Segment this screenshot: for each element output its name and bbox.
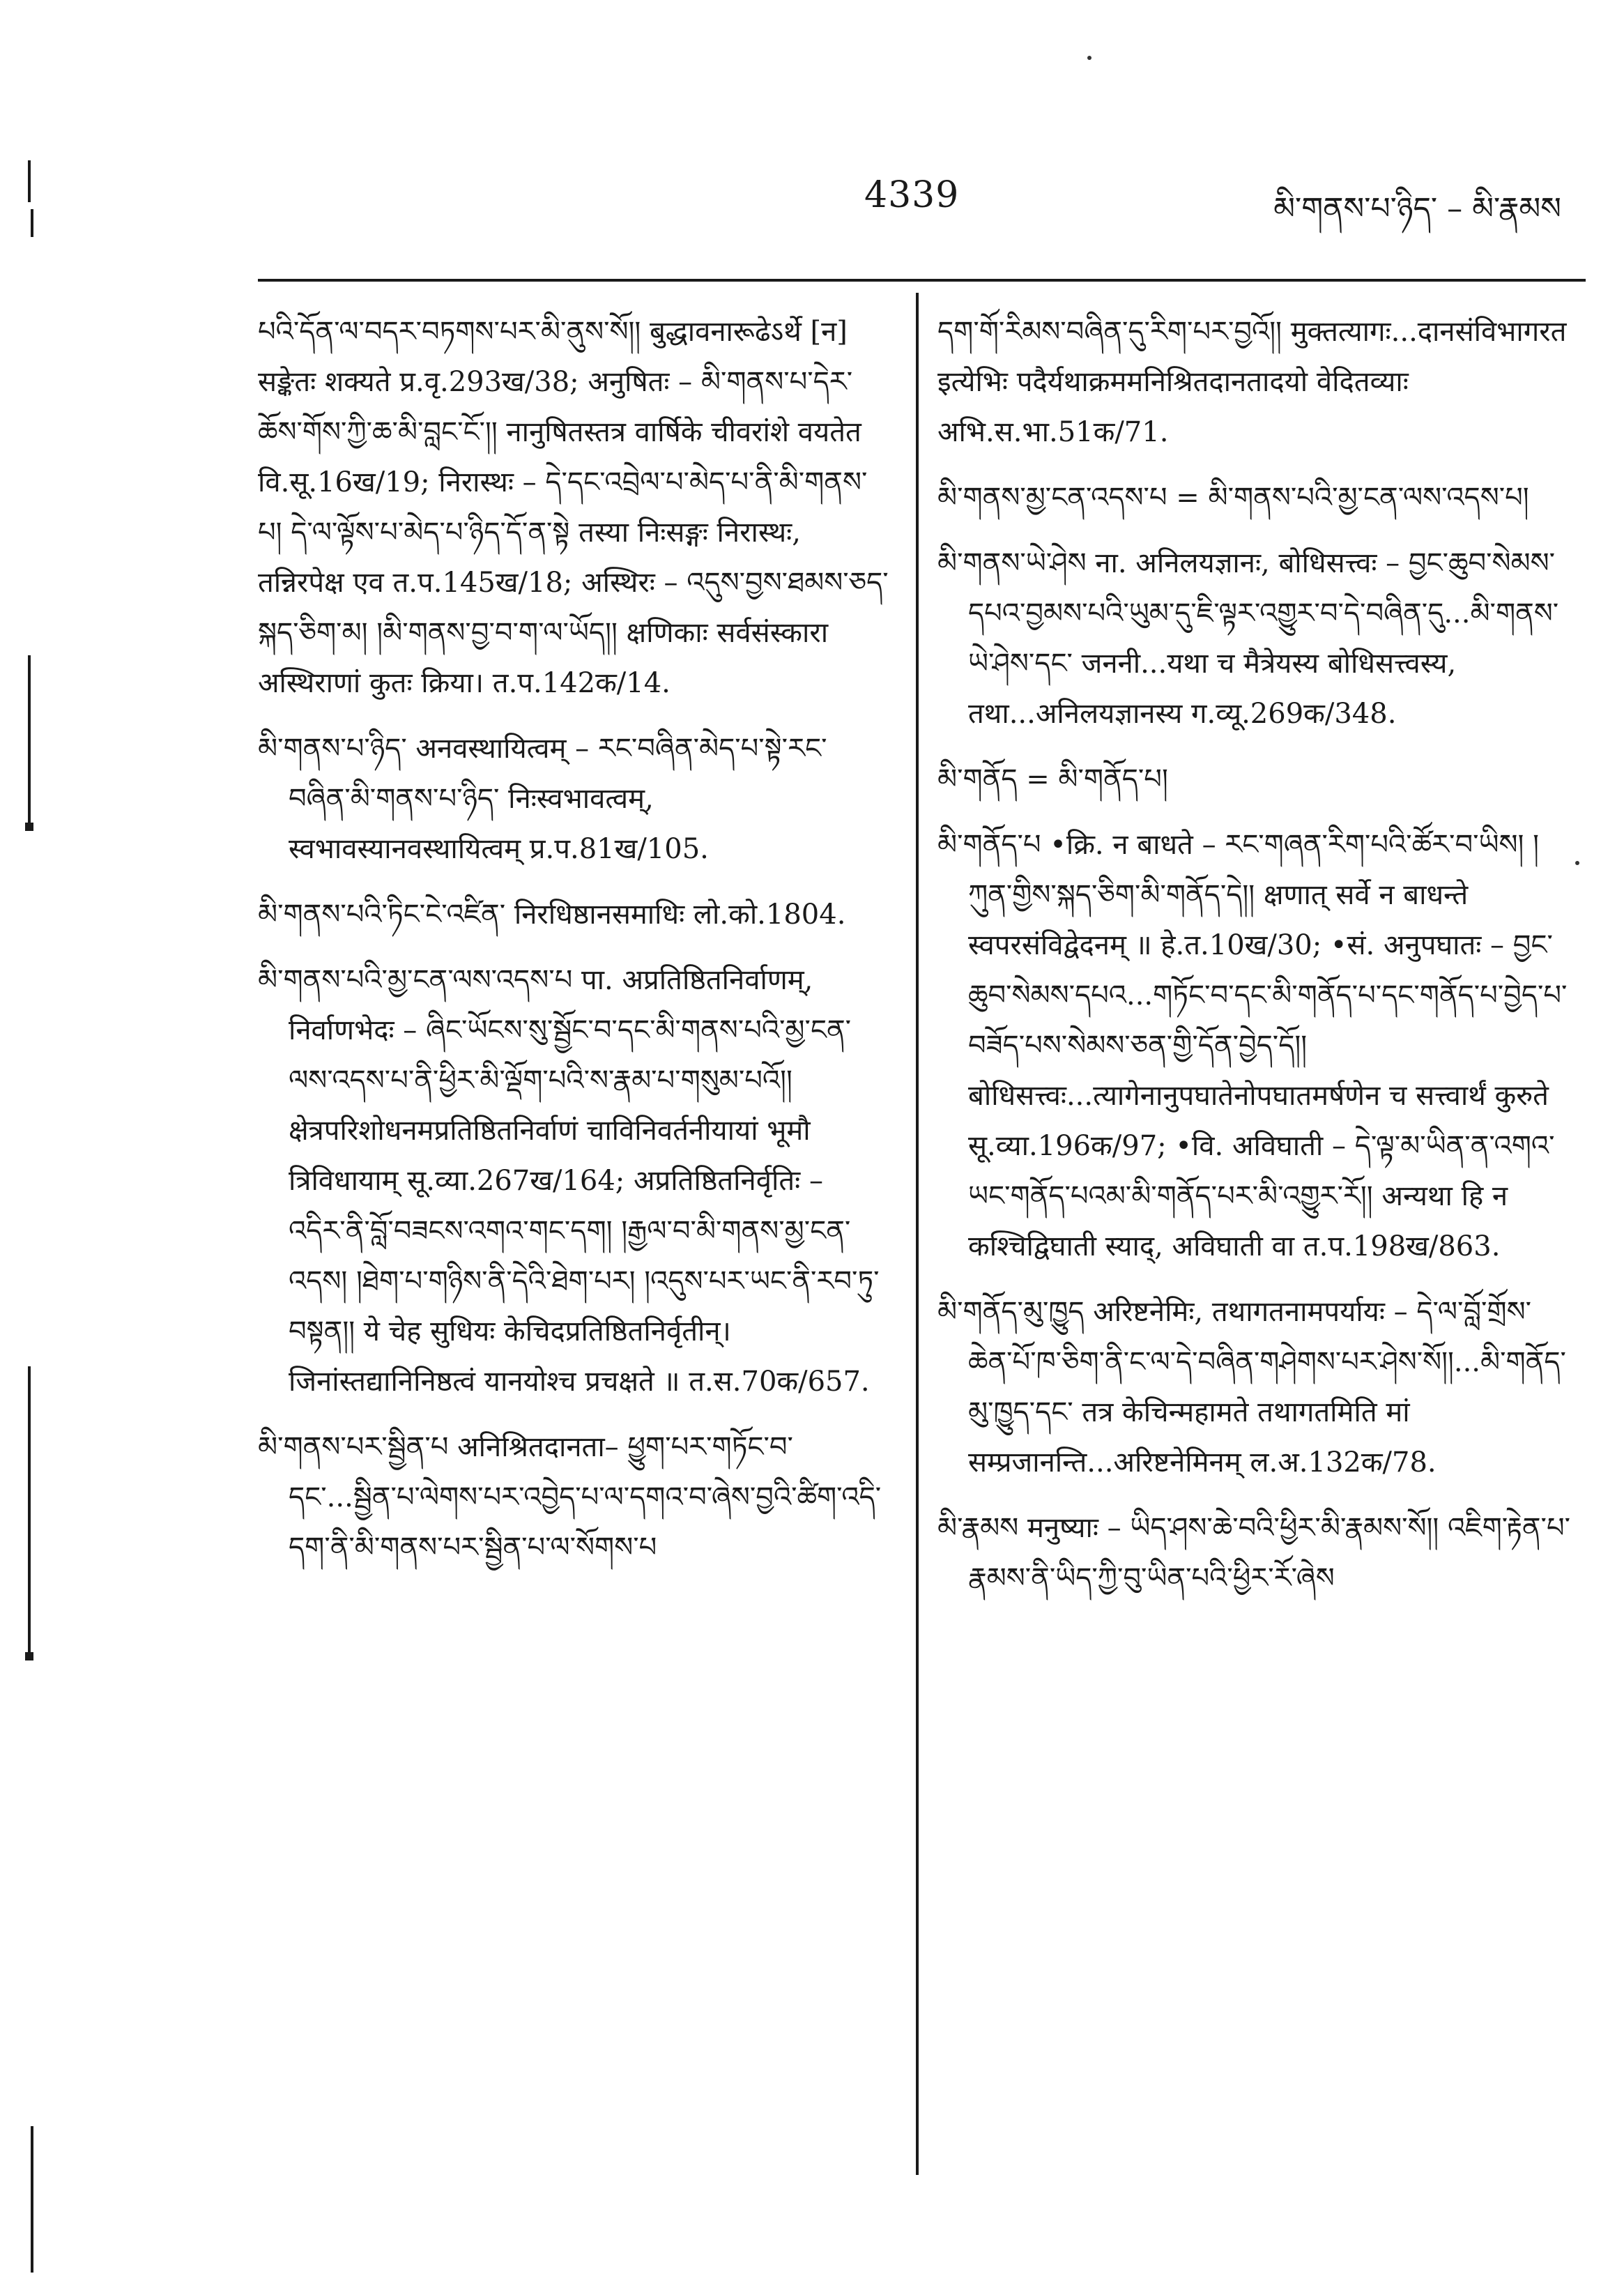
entry-text: མི་གནས་པ་ཉིད་ अनवस्थायित्वम् – རང་བཞིན་མེད་པ་སྟེ་རང་བཞིན་མི་གནས་པ་ཉིད་ निःस्वभावत्वम्, स्वभावस्यानवस्थायित्वम् प्र.प.81ख/105. bbox=[258, 733, 827, 865]
scan-margin-bar bbox=[28, 655, 31, 830]
dictionary-entry bbox=[258, 889, 889, 940]
entry-text: མི་གནོད་མུ་ཁྱུད अरिष्टनेमिः, तथागतनामपर्यायः – དེ་ལ་བློ་གྲོས་ཆེན་པོ་ཁ་ཅིག་ནི་ང་ལ་དེ་བཞིན་གཤེགས་པར་ཤེས་སོ།།...མི་གནོད་མུ་ཁྱུད་དང་ तत्र केचिन्महामते तथागतमिति मां सम्प्रजानन्ति...अरिष्टनेमिनम् ल.अ.132क/78. bbox=[937, 1296, 1566, 1479]
entry-text: མི་གནས་མྱ་ངན་འདས་པ = མི་གནས་པའི་མྱ་ངན་ལས་འདས་པ། bbox=[937, 482, 1529, 514]
running-head: མི་གནས་པ་ཉིད་ – མི་རྣམས bbox=[1273, 191, 1561, 227]
dictionary-entry bbox=[937, 473, 1575, 523]
left-column bbox=[258, 307, 889, 1588]
scan-speck bbox=[1087, 56, 1091, 60]
header-rule bbox=[258, 279, 1586, 282]
dictionary-entry bbox=[258, 307, 889, 708]
right-column bbox=[937, 307, 1575, 1619]
scan-margin-bar bbox=[31, 2126, 33, 2273]
entry-text: མི་གནས་པའི་ཏིང་ངེ་འཛིན་ निरधिष्ठानसमाधिः लो.को.1804. bbox=[258, 899, 846, 931]
entry-text: མི་གནས་ཡེ་ཤེས ना. अनिलयज्ञानः, बोधिसत्त्वः – བྱང་ཆུབ་སེམས་དཔའ་བྱམས་པའི་ཡུམ་དུ་ཇི་ལྟར་འགྱུར་བ་དེ་བཞིན་དུ...མི་གནས་ཡེ་ཤེས་དང་ जननी...यथा च मैत्रेयस्य बोधिसत्त्वस्य, तथा...अनिलयज्ञानस्य ग.व्यू.269क/348. bbox=[937, 547, 1559, 730]
entry-text: མི་རྣམས मनुष्याः – ཡིད་ཤས་ཆེ་བའི་ཕྱིར་མི་རྣམས་སོ།། འཇིག་རྟེན་པ་རྣམས་ནི་ཡིད་ཀྱི་བུ་ཡིན་པའི་ཕྱིར་རོ་ཞེས bbox=[937, 1512, 1570, 1594]
column-divider bbox=[916, 293, 919, 2175]
dictionary-entry bbox=[937, 1503, 1575, 1603]
dictionary-entry bbox=[937, 307, 1575, 457]
scan-margin-bar bbox=[28, 1366, 31, 1659]
dictionary-entry bbox=[937, 538, 1575, 739]
scan-margin-tick bbox=[25, 823, 33, 831]
dictionary-entry bbox=[937, 754, 1575, 804]
scan-margin-tick bbox=[25, 1652, 33, 1660]
dictionary-entry bbox=[258, 955, 889, 1407]
entry-text: མི་གནོད་པ •क्रि. न बाधते – རང་གཞན་རིག་པའི་ཚོར་བ་ཡིས། །ཀུན་གྱིས་སྐད་ཅིག་མི་གནོད་དེ།། क्षणात् सर्वे न बाधन्ते स्वपरसंविद्वेदनम् ॥ हे.त.10ख/30; •सं. अनुपघातः – བྱང་ཆུབ་སེམས་དཔའ...གཏོང་བ་དང་མི་གནོད་པ་དང་གནོད་པ་བྱེད་པ་བཟོད་པས་སེམས་ཅན་གྱི་དོན་བྱེད་དོ།། बोधिसत्त्वः...त्यागेनानुपघातेनोपघातमर्षणेन च सत्त्वार्थं कुरुते सू.व्या.196क/97; •वि. अविघाती – དེ་ལྟ་མ་ཡིན་ན་འགའ་ཡང་གནོད་པའམ་མི་གནོད་པར་མི་འགྱུར་རོ།། अन्यथा हि न कश्चिद्विघाती स्याद्, अविघाती वा त.प.198ख/863. bbox=[937, 829, 1568, 1262]
scan-speck bbox=[1575, 861, 1579, 865]
entry-text: དག་གོ་རིམས་བཞིན་དུ་རིག་པར་བྱའོ།། मुक्तत्यागः...दानसंविभागरत इत्येभिः पदैर्यथाक्रममनिश्रितदानतादयो वेदितव्याः अभि.स.भा.51क/71. bbox=[937, 316, 1567, 448]
entry-text: མི་གནས་པར་སྦྱིན་པ अनिश्रितदानता– ཕྱུག་པར་གཏོང་བ་དང་...སྦྱིན་པ་ལེགས་པར་འབྱེད་པ་ལ་དགའ་བ་ཞེས་བྱའི་ཚིག་འདི་དག་ནི་མི་གནས་པར་སྦྱིན་པ་ལ་སོགས་པ bbox=[258, 1431, 882, 1564]
entry-text: མི་གནོད = མི་གནོད་པ། bbox=[937, 763, 1168, 795]
scan-margin-bar bbox=[28, 160, 31, 202]
dictionary-entry bbox=[258, 1422, 889, 1573]
page-number: 4339 bbox=[864, 174, 960, 216]
dictionary-entry bbox=[258, 724, 889, 874]
dictionary-entry bbox=[937, 1287, 1575, 1488]
scan-margin-bar bbox=[31, 209, 33, 237]
entry-text: མི་གནས་པའི་མྱ་ངན་ལས་འདས་པ पा. अप्रतिष्ठितनिर्वाणम्, निर्वाणभेदः – ཞིང་ཡོངས་སུ་སྦྱོང་བ་དང་མི་གནས་པའི་མྱ་ངན་ལས་འདས་པ་ནི་ཕྱིར་མི་ལྡོག་པའི་ས་རྣམ་པ་གསུམ་པའོ།། क्षेत्रपरिशोधनमप्रतिष्ठितनिर्वाणं चाविनिवर्तनीयायां भूमौ त्रिविधायाम् सू.व्या.267ख/164; अप्रतिष्ठितनिर्वृतिः – འདིར་ནི་བློ་བཟངས་འགའ་གང་དག། །རྒྱལ་བ་མི་གནས་མྱ་ངན་འདས། །ཐེག་པ་གཉིས་ནི་དེའི་ཐེག་པར། །འདུས་པར་ཡང་ནི་རབ་ཏུ་བསྟན།། ये चेह सुधियः केचिदप्रतिष्ठितनिर्वृतीन्। जिनांस्तद्यानिनिष्ठत्वं यानयोश्च प्रचक्षते ॥ त.स.70क/657. bbox=[258, 964, 880, 1398]
entry-text: པའི་དོན་ལ་བདར་བཏགས་པར་མི་ནུས་སོ།། बुद्धावनारूढेऽर्थे [न] सङ्केतः शक्यते प्र.वृ.293ख/38; अनुषितः – མི་གནས་པ་དེར་ཆོས་གོས་ཀྱི་ཆ་མི་བླང་ངོ་།། नानुषितस्तत्र वार्षिके चीवरांशे वयतेत वि.सू.16ख/19; निरास्थः – དེ་དང་འབྲེལ་པ་མེད་པ་ནི་མི་གནས་པ། དེ་ལ་ལྟོས་པ་མེད་པ་ཉིད་དོ་ན་སྟེ तस्या निःसङ्गः निरास्थः, तन्निरपेक्ष एव त.प.145ख/18; अस्थिरः – འདུས་བྱས་ཐམས་ཅད་སྐད་ཅིག་མ། །མི་གནས་བྱ་བ་ག་ལ་ཡོད།། क्षणिकाः सर्वसंस्कारा अस्थिराणां कुतः क्रिया। त.प.142क/14. bbox=[258, 316, 889, 699]
dictionary-entry bbox=[937, 820, 1575, 1272]
